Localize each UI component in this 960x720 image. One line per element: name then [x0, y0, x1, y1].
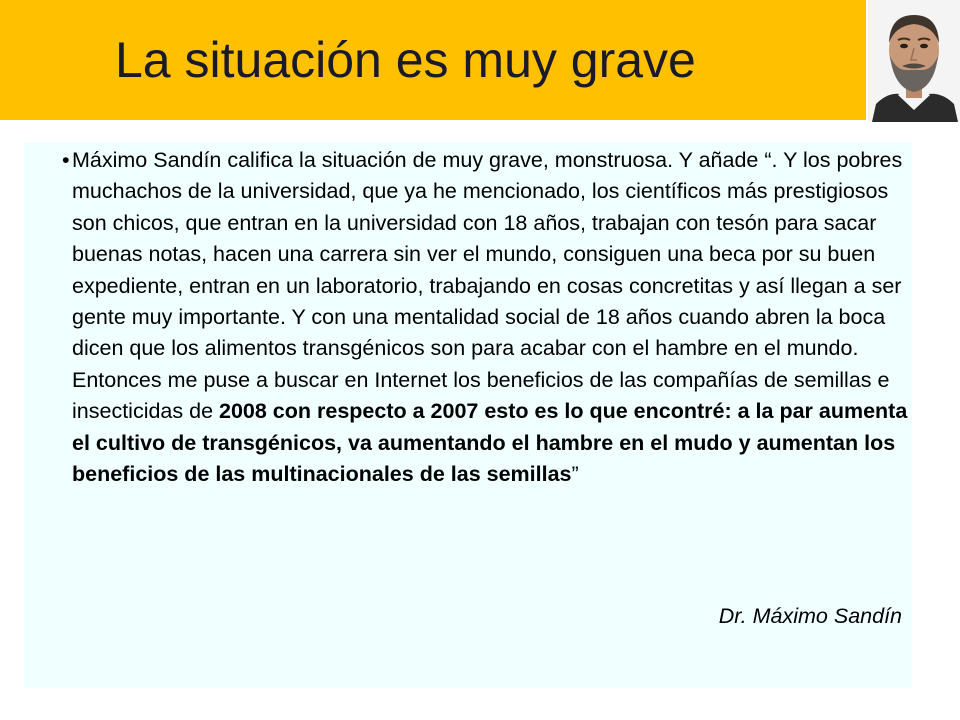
slide-title: La situación es muy grave: [115, 32, 696, 88]
quote-paragraph: [72, 145, 912, 490]
portrait-photo-graphic: [868, 0, 960, 122]
quote-closing-mark: ”: [571, 462, 579, 487]
title-band: [0, 0, 866, 120]
quote-bold-text: 2008 con respecto a 2007 esto es lo que encontré: a la par aumenta el cultivo de transgénicos, va aumentando el hambre en el mudo y aumentan los beneficios de las multinacionales de las semillas: [72, 399, 908, 487]
portrait-photo-icon: [868, 0, 960, 122]
content-panel: [24, 142, 912, 688]
bullet-marker: •: [62, 148, 70, 172]
author-attribution: Dr. Máximo Sandín: [718, 604, 902, 628]
quote-text: Máximo Sandín califica la situación de muy grave, monstruosa. Y añade “. Y los pobres muchachos de la universidad, que ya he mencionado, los científicos más prestigiosos son chicos, que entran en la universidad con 18 años, trabajan con tesón para sacar buenas notas, hacen una carrera sin ver el mundo, consiguen una beca por su buen expediente, entran en un laboratorio, trabajando en cosas concretitas y así llegan a ser gente muy importante. Y con una mentalidad social de 18 años cuando abren la boca dicen que los alimentos transgénicos son para acabar con el hambre en el mundo. Entonces me puse a buscar en Internet los beneficios de las compañías de semillas e insecticidas de: [72, 148, 903, 424]
